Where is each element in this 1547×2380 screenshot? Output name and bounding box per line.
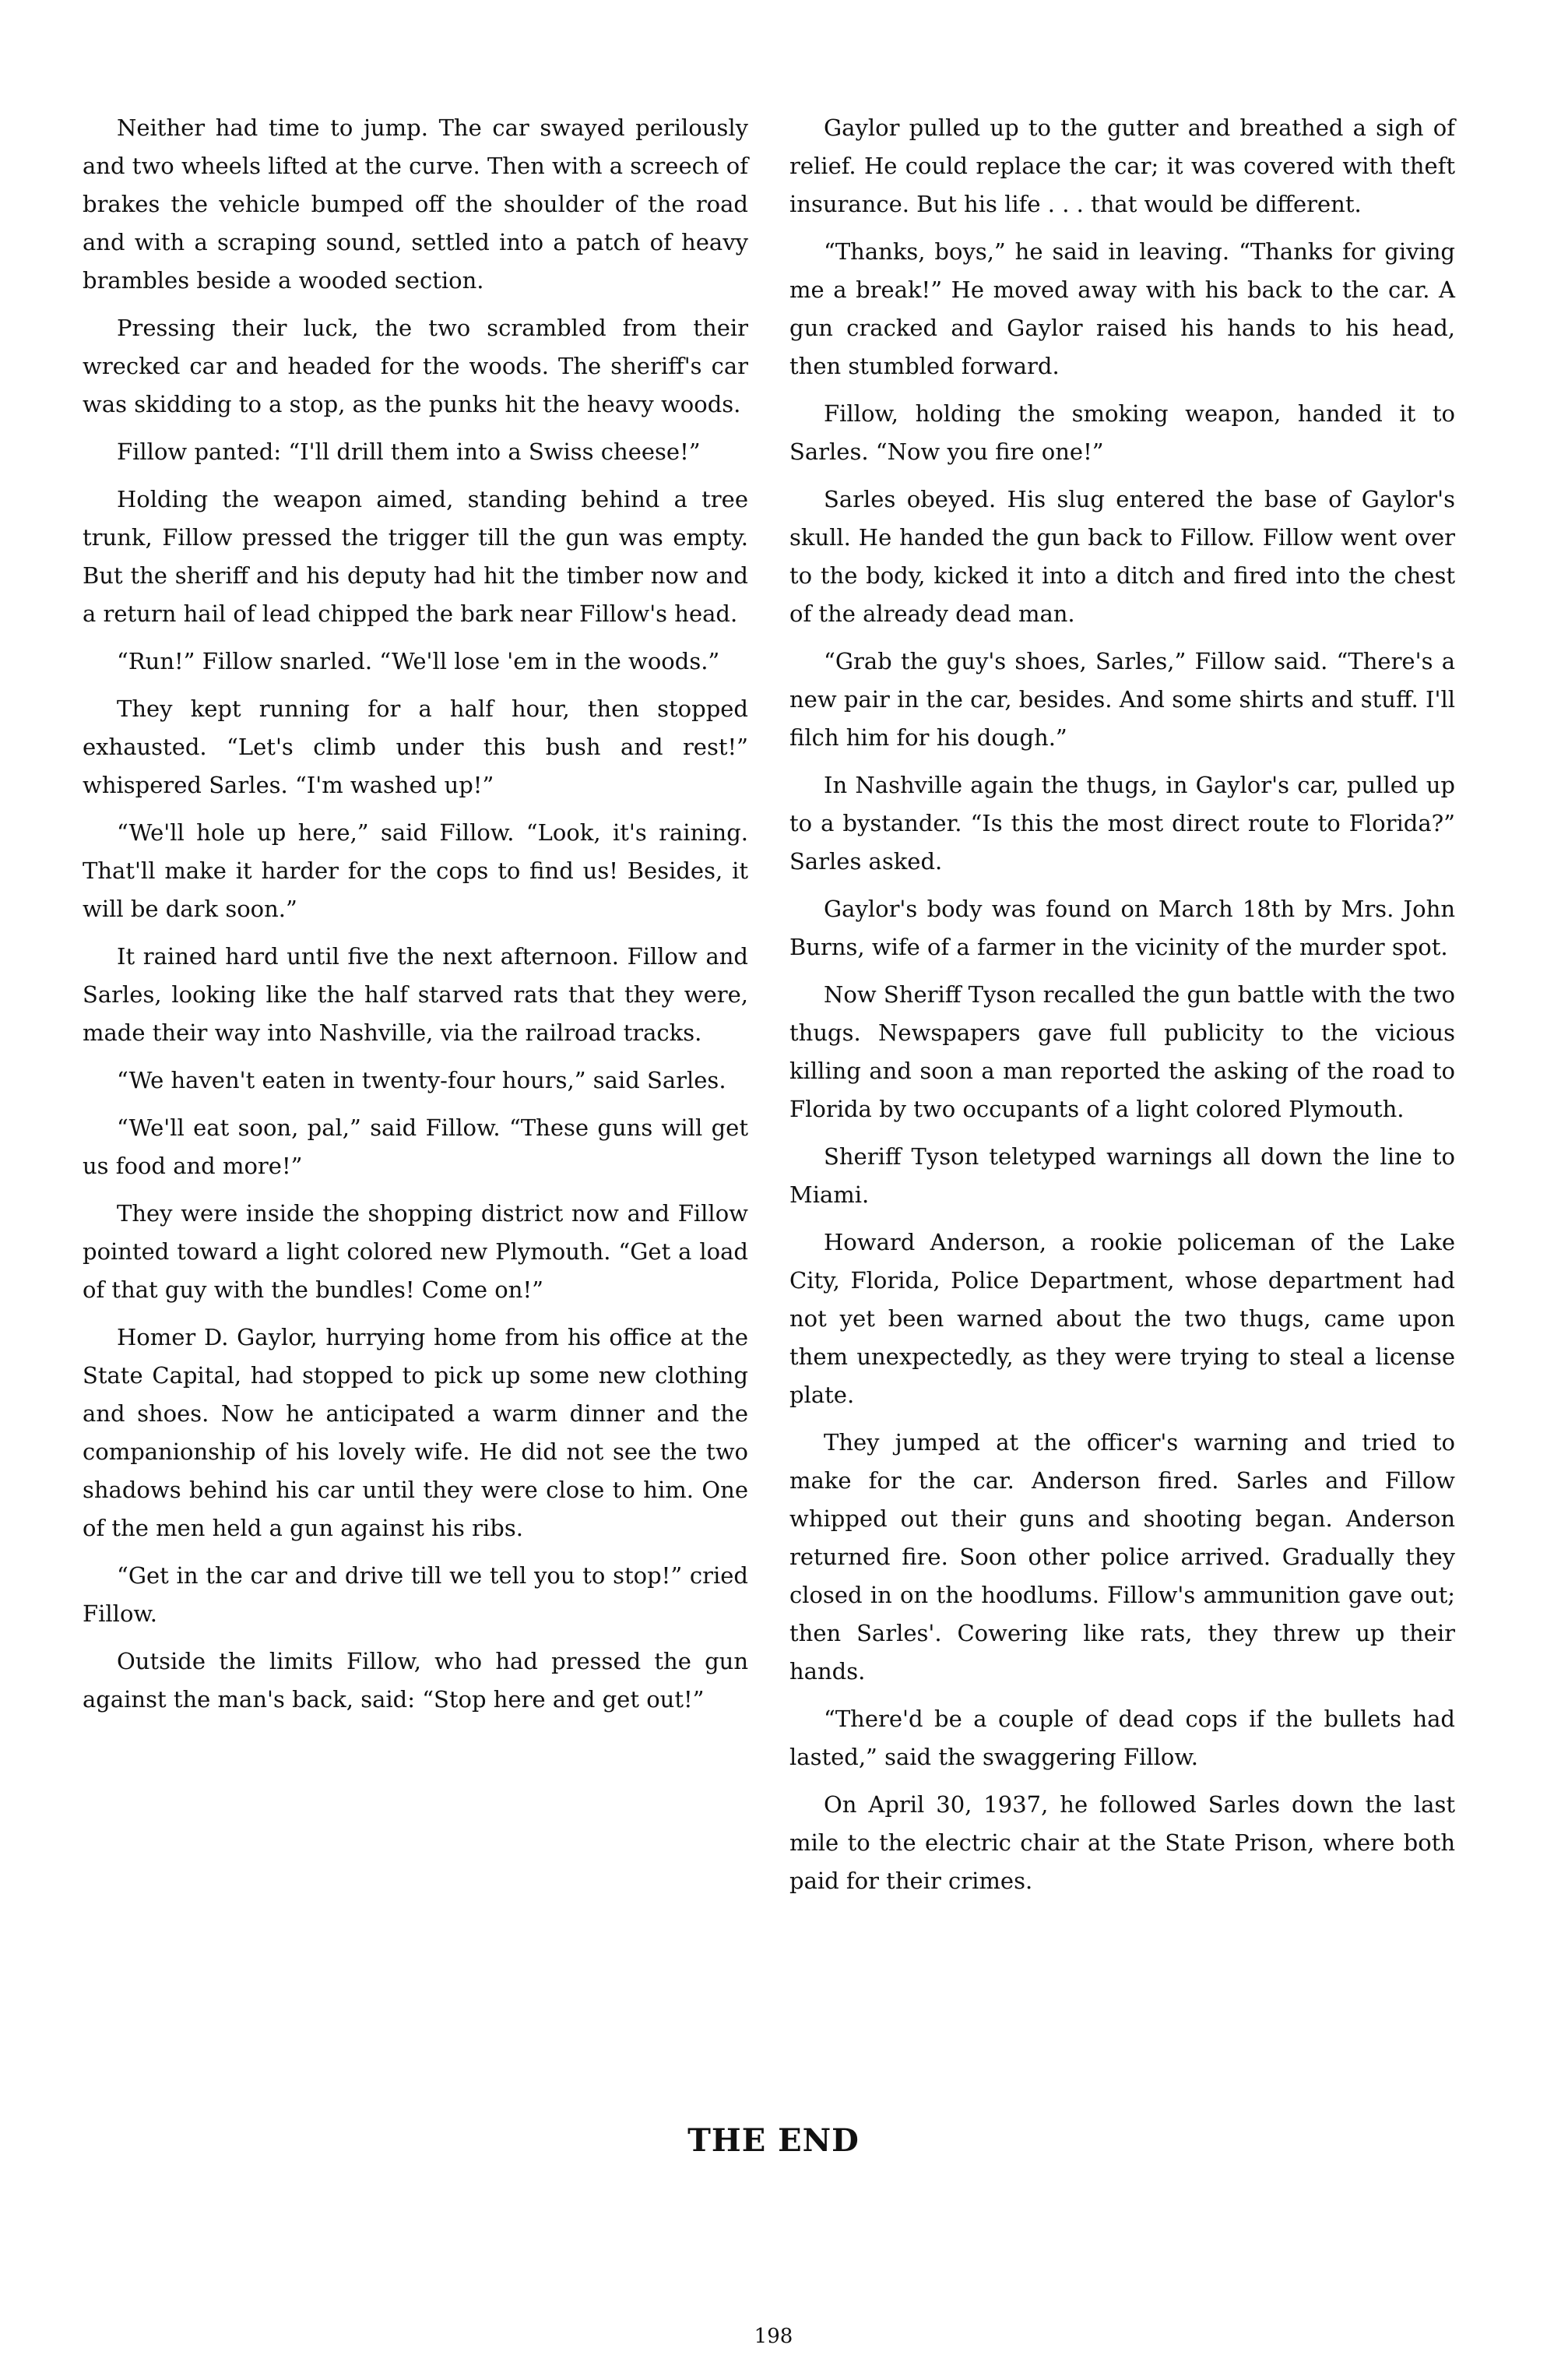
- paragraph: Fillow, holding the smoking weapon, handed it to Sarles. “Now you fire one!”: [789, 400, 1455, 465]
- paragraph: Gaylor pulled up to the gutter and breathed a sigh of relief. He could replace the car; it was covered with theft insurance. But his life . . . that would be different.: [789, 114, 1455, 217]
- paragraph: “Run!” Fillow snarled. “We'll lose 'em in the woods.”: [117, 648, 720, 674]
- paragraph: Holding the weapon aimed, standing behind a tree trunk, Fillow pressed the trigger till the gun was empty. But the sheriff and his deputy had hit the timber now and a return hail of lead chipped the bark near Fillow's head.: [83, 486, 748, 627]
- paragraph: “We'll hole up here,” said Fillow. “Look, it's raining. That'll make it harder for the cops to find us! Besides, it will be dark soon.”: [83, 819, 748, 922]
- paragraph: In Nashville again the thugs, in Gaylor's car, pulled up to a bystander. “Is this the most direct route to Florida?” Sarles asked.: [789, 772, 1455, 875]
- paragraph: Now Sheriff Tyson recalled the gun battle with the two thugs. Newspapers gave full publicity to the vicious killing and soon a man reported the asking of the road to Florida by two occupants of a light colored Plymouth.: [789, 981, 1455, 1122]
- paragraph: “We haven't eaten in twenty-four hours,” said Sarles.: [117, 1067, 726, 1093]
- paragraph: Outside the limits Fillow, who had pressed the gun against the man's back, said: “Stop here and get out!”: [83, 1648, 748, 1713]
- paragraph: They jumped at the officer's warning and tried to make for the car. Anderson fired. Sarles and Fillow whipped out their guns and shooting began. Anderson returned fire. Soon other police arrived. Gradually they closed in on the hoodlums. Fillow's ammunition gave out; then Sarles'. Cowering like rats, they threw up their hands.: [789, 1429, 1455, 1685]
- paragraph: Howard Anderson, a rookie policeman of the Lake City, Florida, Police Department, whose department had not yet been warned about the two thugs, came upon them unexpectedly, as they were trying to steal a license plate.: [789, 1229, 1455, 1408]
- paragraph: They kept running for a half hour, then stopped exhausted. “Let's climb under this bush and rest!” whispered Sarles. “I'm washed up!”: [83, 695, 748, 798]
- paragraph: “Thanks, boys,” he said in leaving. “Thanks for giving me a break!” He moved away with his back to the car. A gun cracked and Gaylor raised his hands to his head, then stumbled forward.: [789, 238, 1455, 379]
- paragraph: It rained hard until five the next afternoon. Fillow and Sarles, looking like the half starved rats that they were, made their way into Nashville, via the railroad tracks.: [83, 943, 748, 1046]
- paragraph: “Get in the car and drive till we tell you to stop!” cried Fillow.: [83, 1562, 748, 1627]
- paragraph: “There'd be a couple of dead cops if the bullets had lasted,” said the swaggering Fillow.: [789, 1706, 1455, 1770]
- paragraph: Sheriff Tyson teletyped warnings all down the line to Miami.: [789, 1143, 1455, 1208]
- paragraph: Gaylor's body was found on March 18th by Mrs. John Burns, wife of a farmer in the vicinity of the murder spot.: [789, 896, 1455, 960]
- right-column: [789, 109, 1455, 1910]
- page-number: 198: [754, 2325, 793, 2348]
- left-column: [83, 109, 748, 1728]
- paragraph: Sarles obeyed. His slug entered the base of Gaylor's skull. He handed the gun back to Fillow. Fillow went over to the body, kicked it into a ditch and fired into the chest of the already dead man.: [789, 486, 1455, 627]
- paragraph: Homer D. Gaylor, hurrying home from his office at the State Capital, had stopped to pick up some new clothing and shoes. Now he anticipated a warm dinner and the companionship of his lovely wife. He did not see the two shadows behind his car until they were close to him. One of the men held a gun against his ribs.: [83, 1324, 748, 1541]
- paragraph: They were inside the shopping district now and Fillow pointed toward a light colored new Plymouth. “Get a load of that guy with the bundles! Come on!”: [83, 1200, 748, 1303]
- paragraph: Fillow panted: “I'll drill them into a Swiss cheese!”: [117, 438, 701, 465]
- paragraph: Neither had time to jump. The car swayed perilously and two wheels lifted at the curve. Then with a screech of brakes the vehicle bumped off the shoulder of the road and with a scraping sound, settled into a patch of heavy brambles beside a wooded section.: [83, 114, 748, 294]
- paragraph: “We'll eat soon, pal,” said Fillow. “These guns will get us food and more!”: [83, 1114, 748, 1179]
- paragraph: “Grab the guy's shoes, Sarles,” Fillow said. “There's a new pair in the car, besides. And some shirts and stuff. I'll filch him for his dough.”: [789, 648, 1455, 751]
- the-end-heading: THE END: [687, 2122, 860, 2159]
- paragraph: On April 30, 1937, he followed Sarles down the last mile to the electric chair at the State Prison, where both paid for their crimes.: [789, 1791, 1455, 1894]
- paragraph: Pressing their luck, the two scrambled from their wrecked car and headed for the woods. The sheriff's car was skidding to a stop, as the punks hit the heavy woods.: [83, 315, 748, 417]
